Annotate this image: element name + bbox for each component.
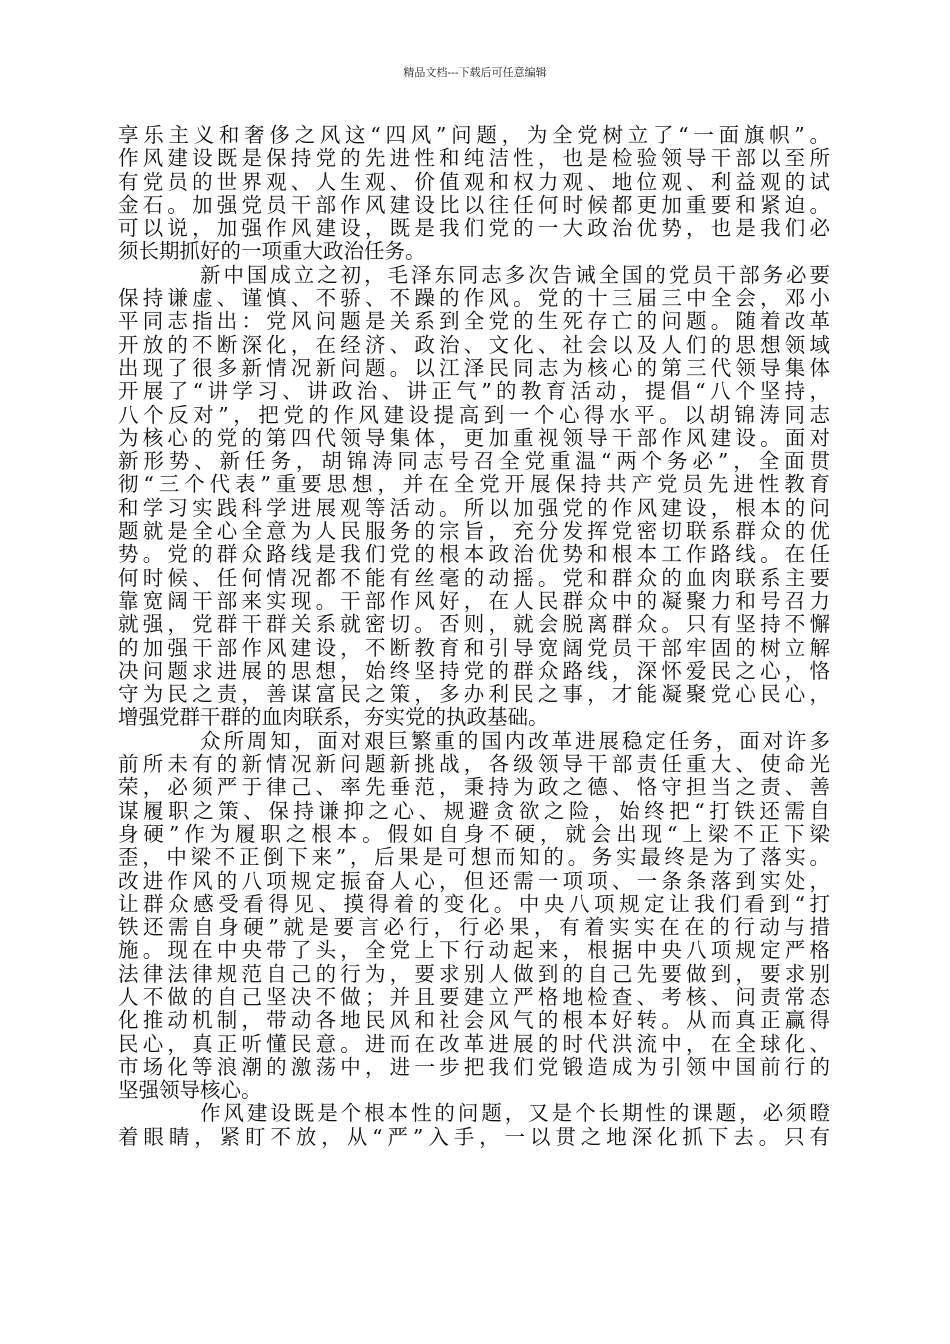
text-line: 八个反对”，把党的作风建设提高到一个心得水平。以胡锦涛同志	[118, 402, 830, 427]
text-line: 有党员的世界观、人生观、价值观和权力观、地位观、利益观的试	[118, 169, 830, 194]
text-line: 靠宽阔干部来实现。干部作风好，在人民群众中的凝聚力和号召力	[118, 588, 830, 613]
text-line: 题就是全心全意为人民服务的宗旨，充分发挥党密切联系群众的优	[118, 519, 830, 544]
text-line: 开放的不断深化，在经济、政治、文化、社会以及人们的思想领域	[118, 332, 830, 357]
text-line: 荣，必须严于律己、率先垂范，秉持为政之德、恪守担当之责、善	[118, 775, 830, 800]
text-line: 身硬”作为履职之根本。假如自身不硬，就会出现“上梁不正下梁	[118, 821, 830, 846]
text-line: 市场化等浪潮的激荡中，进一步把我们党锻造成为引领中国前行的	[118, 1054, 830, 1079]
text-line: 着眼睛，紧盯不放，从“严”入手，一以贯之地深化抓下去。只有	[118, 1124, 830, 1149]
paragraph	[118, 264, 830, 730]
page-header: 精品文档---下载后可任意编辑	[403, 66, 547, 79]
paragraph	[118, 1102, 830, 1149]
text-line: 何时候、任何情况都不能有丝毫的动摇。党和群众的血肉联系主要	[118, 565, 830, 590]
text-line: 前所未有的新情况新问题新挑战，各级领导干部责任重大、使命光	[118, 752, 830, 777]
text-line: 和学习实践科学进展观等活动。所以加强党的作风建设，根本的问	[118, 495, 830, 520]
text-line: 新中国成立之初，毛泽东同志多次告诫全国的党员干部务必要	[200, 262, 830, 287]
text-line: 守为民之责，善谋富民之策，多办利民之事，才能凝聚党心民心，	[118, 682, 830, 707]
text-line: 出现了很多新情况新问题。以江泽民同志为核心的第三代领导集体	[118, 355, 830, 380]
text-line: 为核心的党的第四代领导集体，更加重视领导干部作风建设。面对	[118, 425, 830, 450]
text-line: 决问题求进展的思想，始终坚持党的群众路线，深怀爱民之心，恪	[118, 658, 830, 683]
paragraph	[118, 730, 830, 1103]
text-line: 彻“三个代表”重要思想，并在全党开展保持共产党员先进性教育	[118, 472, 830, 497]
text-line: 谋履职之策、保持谦抑之心、规避贪欲之险，始终把“打铁还需自	[118, 798, 830, 823]
text-line: 歪，中梁不正倒下来”，后果是可想而知的。务实最终是为了落实。	[118, 845, 830, 870]
text-line: 增强党群干群的血肉联系，夯实党的执政基础。	[118, 705, 549, 730]
text-line: 坚强领导核心。	[118, 1078, 262, 1103]
text-line: 平同志指出：党风问题是关系到全党的生死存亡的问题。随着改革	[118, 309, 830, 334]
text-line: 保持谦虚、谨慎、不骄、不躁的作风。党的十三届三中全会，邓小	[118, 286, 830, 311]
text-line: 作风建设既是保持党的先进性和纯洁性，也是检验领导干部以至所	[118, 146, 830, 171]
text-line: 法律法律规范自己的行为，要求别人做到的自己先要做到，要求别	[118, 961, 830, 986]
text-line: 施。现在中央带了头，全党上下行动起来，根据中央八项规定严格	[118, 938, 830, 963]
text-line: 的加强干部作风建设，不断教育和引导宽阔党员干部牢固的树立解	[118, 635, 830, 660]
text-line: 可以说，加强作风建设，既是我们党的一大政治优势，也是我们必	[118, 216, 830, 241]
text-line: 铁还需自身硬”就是要言必行，行必果，有着实实在在的行动与措	[118, 915, 830, 940]
text-line: 势。党的群众路线是我们党的根本政治优势和根本工作路线。在任	[118, 542, 830, 567]
text-line: 作风建设既是个根本性的问题，又是个长期性的课题，必须瞪	[200, 1101, 830, 1126]
paragraph	[118, 124, 830, 264]
text-line: 新形势、新任务，胡锦涛同志号召全党重温“两个务必”，全面贯	[118, 449, 830, 474]
text-line: 众所周知，面对艰巨繁重的国内改革进展稳定任务，面对许多	[200, 728, 830, 753]
text-line: 化推动机制，带动各地民风和社会风气的根本好转。从而真正赢得	[118, 1008, 830, 1033]
text-line: 开展了“讲学习、讲政治、讲正气”的教育活动，提倡“八个坚持，	[118, 379, 830, 404]
text-line: 让群众感受看得见、摸得着的变化。中央八项规定让我们看到“打	[118, 891, 830, 916]
text-line: 就强，党群干群关系就密切。否则，就会脱离群众。只有坚持不懈	[118, 612, 830, 637]
text-line: 人不做的自己坚决不做；并且要建立严格地检查、考核、问责常态	[118, 984, 830, 1009]
document-body	[118, 124, 830, 1149]
text-line: 金石。加强党员干部作风建设比以往任何时候都更加重要和紧迫。	[118, 192, 830, 217]
text-line: 改进作风的八项规定振奋人心，但还需一项项、一条条落到实处，	[118, 868, 830, 893]
text-line: 民心，真正听懂民意。进而在改革进展的时代洪流中，在全球化、	[118, 1031, 830, 1056]
text-line: 须长期抓好的一项重大政治任务。	[118, 239, 426, 264]
text-line: 享乐主义和奢侈之风这“四风”问题，为全党树立了“一面旗帜”。	[118, 123, 830, 147]
